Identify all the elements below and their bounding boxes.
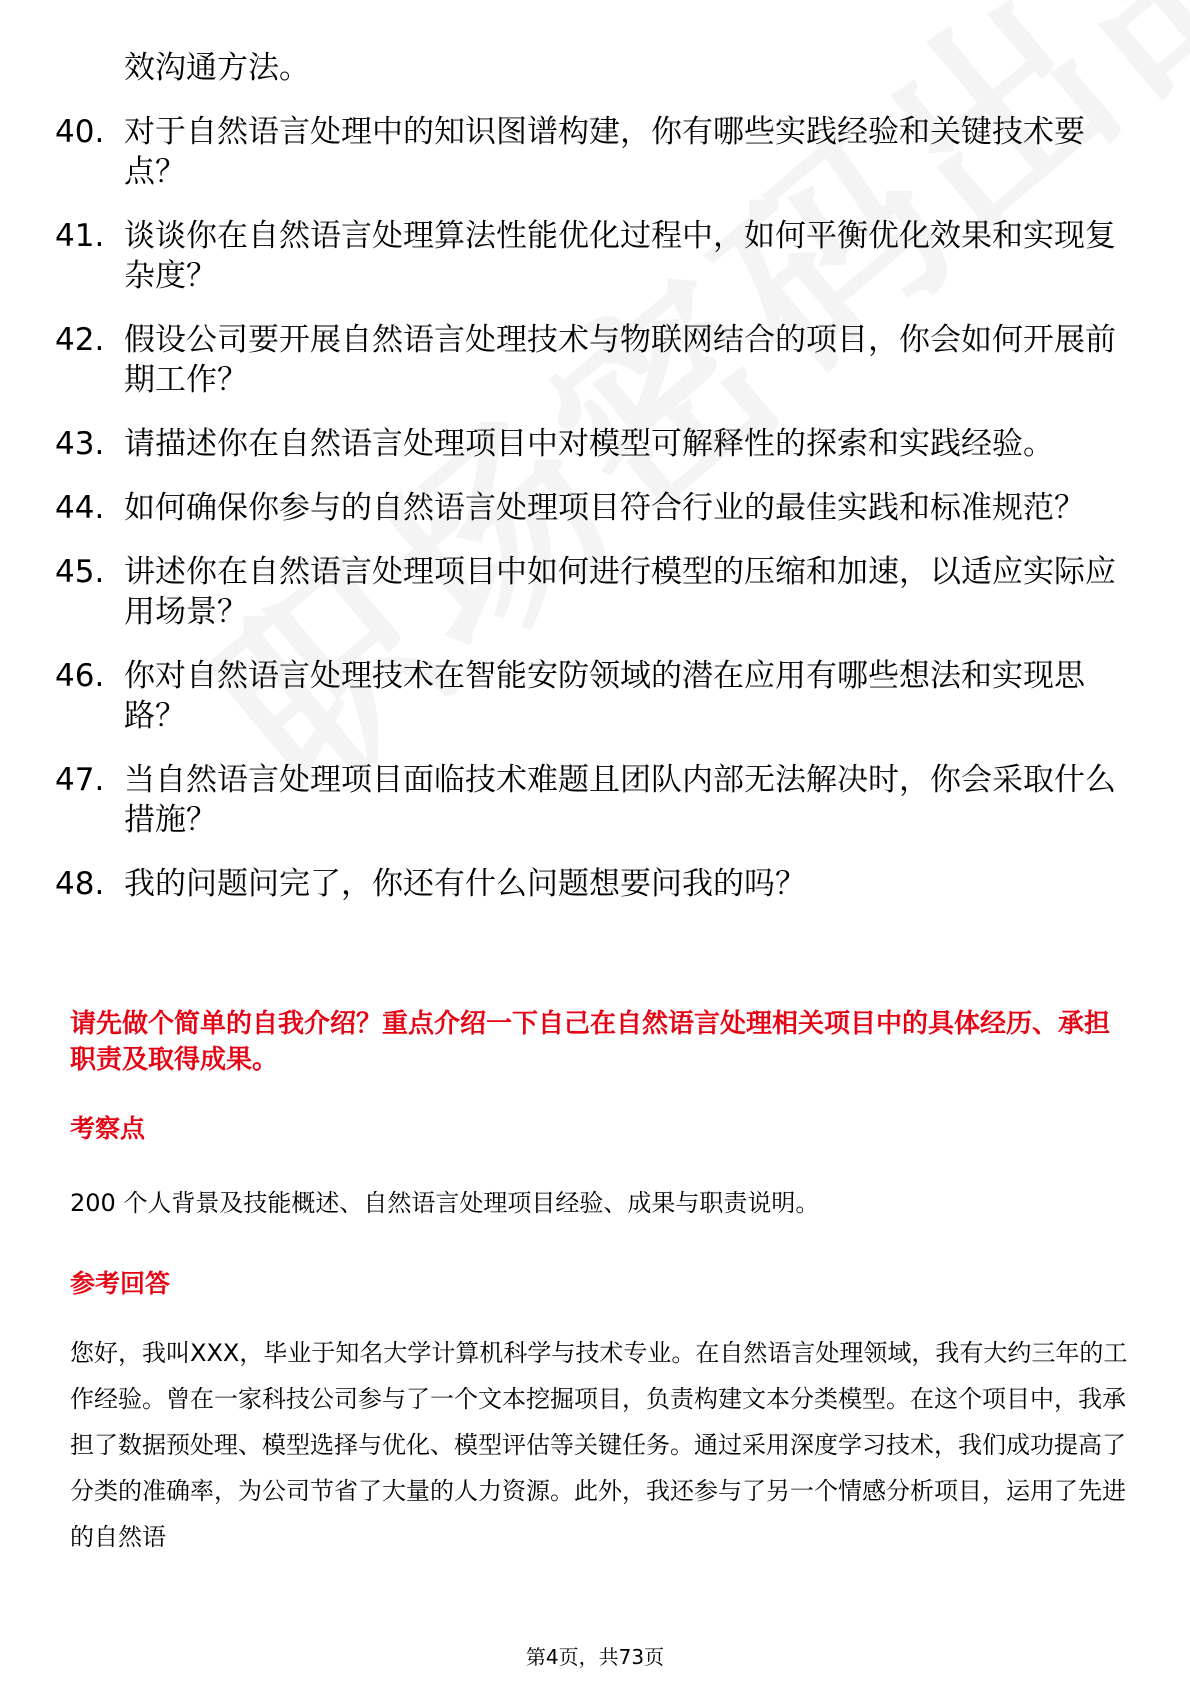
question-text: 如何确保你参与的自然语言处理项目符合行业的最佳实践和标准规范？: [124, 490, 1085, 526]
assessment-points-label: 考察点: [70, 1114, 146, 1143]
question-continuation: 效沟通方法。: [124, 50, 310, 86]
question-text: 你对自然语言处理技术在智能安防领域的潜在应用有哪些想法和实现思路？: [124, 658, 1085, 734]
question-item: [55, 552, 1135, 632]
section-heading: 请先做个简单的自我介绍？重点介绍一下自己在自然语言处理相关项目中的具体经历、承担职责及取得成果。: [70, 1009, 1111, 1075]
question-item: [55, 864, 1135, 904]
question-number: 46.: [55, 658, 105, 694]
question-number: 45.: [55, 554, 105, 590]
question-text: 我的问题问完了，你还有什么问题想要问我的吗？: [124, 866, 806, 902]
question-text: 当自然语言处理项目面临技术难题且团队内部无法解决时，你会采取什么措施？: [124, 762, 1116, 838]
reference-answer-label: 参考回答: [70, 1269, 171, 1298]
question-number: 48.: [55, 866, 105, 902]
question-number: 40.: [55, 114, 105, 150]
question-item: [55, 216, 1135, 296]
question-item: [55, 320, 1135, 400]
question-text: 请描述你在自然语言处理项目中对模型可解释性的探索和实践经验。: [124, 426, 1054, 462]
page-footer: 第4页，共73页: [525, 1645, 665, 1669]
question-number: 44.: [55, 490, 105, 526]
question-number: 43.: [55, 426, 105, 462]
question-item: [55, 424, 1135, 464]
question-item: [55, 760, 1135, 840]
question-item: [55, 488, 1135, 528]
question-text: 谈谈你在自然语言处理算法性能优化过程中，如何平衡优化效果和实现复杂度？: [124, 218, 1116, 294]
assessment-points-text: 200 个人背景及技能概述、自然语言处理项目经验、成果与职责说明。: [70, 1189, 820, 1217]
reference-answer-text: 您好，我叫XXX，毕业于知名大学计算机科学与技术专业。在自然语言处理领域，我有大约三年的工作经验。曾在一家科技公司参与了一个文本挖掘项目，负责构建文本分类模型。在这个项目中，我承担了数据预处理、模型选择与优化、模型评估等关键任务。通过采用深度学习技术，我们成功提高了分类的准确率，为公司节省了大量的人力资源。此外，我还参与了另一个情感分析项目，运用了先进的自然语: [70, 1339, 1128, 1551]
question-number: 41.: [55, 218, 105, 254]
question-number: 42.: [55, 322, 105, 358]
question-item: [55, 656, 1135, 736]
question-text: 讲述你在自然语言处理项目中如何进行模型的压缩和加速，以适应实际应用场景？: [124, 554, 1116, 630]
question-number: 47.: [55, 762, 105, 798]
question-text: 对于自然语言处理中的知识图谱构建，你有哪些实践经验和关键技术要点？: [124, 114, 1085, 190]
question-text: 假设公司要开展自然语言处理技术与物联网结合的项目，你会如何开展前期工作？: [124, 322, 1116, 398]
question-list: [55, 112, 1135, 928]
question-item: [55, 112, 1135, 192]
